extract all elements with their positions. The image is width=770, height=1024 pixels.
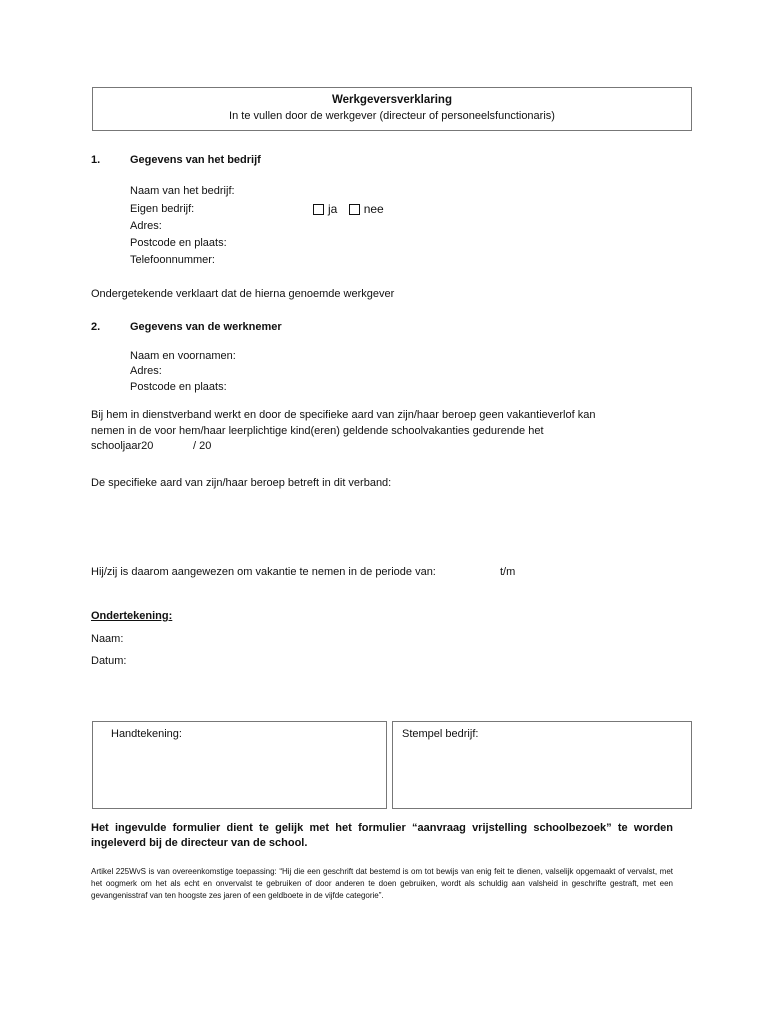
period-label: Hij/zij is daarom aangewezen om vakantie te nemen in de periode van:: [91, 566, 436, 578]
specific-nature-label: De specifieke aard van zijn/haar beroep betreft in dit verband:: [91, 477, 392, 489]
own-company-options: [313, 202, 384, 216]
signer-name-label: Naam:: [91, 633, 124, 645]
legal-notice: Artikel 225WvS is van overeenkomstige toepassing: “Hij die een geschrift dat bestemd is om tot bewijs van enig feit te dienen, valselijk opgemaakt of vervalst, met het oogmerk om het als echt en onvervalst te gebruiken of door anderen te doen gebruiken, wordt als schuldig aan valsheid in geschrifte gestraft, met een gevangenisstraf van ten hoogste zes jaren of een geldboete in de vijfde categorie”.: [91, 867, 673, 900]
stamp-label: Stempel bedrijf:: [402, 728, 479, 740]
employment-line-1: Bij hem in dienstverband werkt en door de specifieke aard van zijn/haar beroep geen vakantieverlof kan: [91, 409, 596, 421]
declaration-text: Ondergetekende verklaart dat de hierna genoemde werkgever: [91, 288, 395, 300]
section1-title: Gegevens van het bedrijf: [130, 154, 261, 166]
employee-address-label: Adres:: [130, 365, 162, 377]
employment-line-2: nemen in de voor hem/haar leerplichtige kind(eren) geldende schoolvakanties gedurende het: [91, 425, 544, 437]
phone-label: Telefoonnummer:: [130, 254, 215, 266]
company-stamp-box[interactable]: [392, 721, 692, 809]
school-year-prefix: schooljaar20: [91, 440, 154, 452]
company-name-label: Naam van het bedrijf:: [130, 185, 235, 197]
postcode-label: Postcode en plaats:: [130, 237, 227, 249]
section1-number: 1.: [91, 154, 101, 166]
form-subtitle: In te vullen door de werkgever (directeur of personeelsfunctionaris): [229, 110, 555, 122]
address-label: Adres:: [130, 220, 162, 232]
section2-number: 2.: [91, 321, 101, 333]
signing-date-label: Datum:: [91, 655, 127, 667]
school-year-suffix: / 20: [193, 440, 212, 452]
employee-name-label: Naam en voornamen:: [130, 350, 236, 362]
yes-label: ja: [328, 202, 338, 216]
submission-notice: Het ingevulde formulier dient te gelijk met het formulier “aanvraag vrijstelling schoolbezoek” te worden ingeleverd bij de directeur van de school.: [91, 822, 673, 849]
employee-postcode-label: Postcode en plaats:: [130, 381, 227, 393]
header-box: [92, 87, 692, 131]
no-label: nee: [363, 202, 384, 216]
signature-label: Handtekening:: [111, 728, 182, 740]
signing-title: Ondertekening:: [91, 610, 173, 622]
own-company-label: Eigen bedrijf:: [130, 203, 195, 215]
signature-box[interactable]: [92, 721, 387, 809]
no-checkbox[interactable]: [349, 204, 360, 215]
yes-checkbox[interactable]: [313, 204, 324, 215]
period-until-label: t/m: [500, 566, 516, 578]
section2-title: Gegevens van de werknemer: [130, 321, 282, 333]
form-title: Werkgeversverklaring: [332, 94, 452, 106]
